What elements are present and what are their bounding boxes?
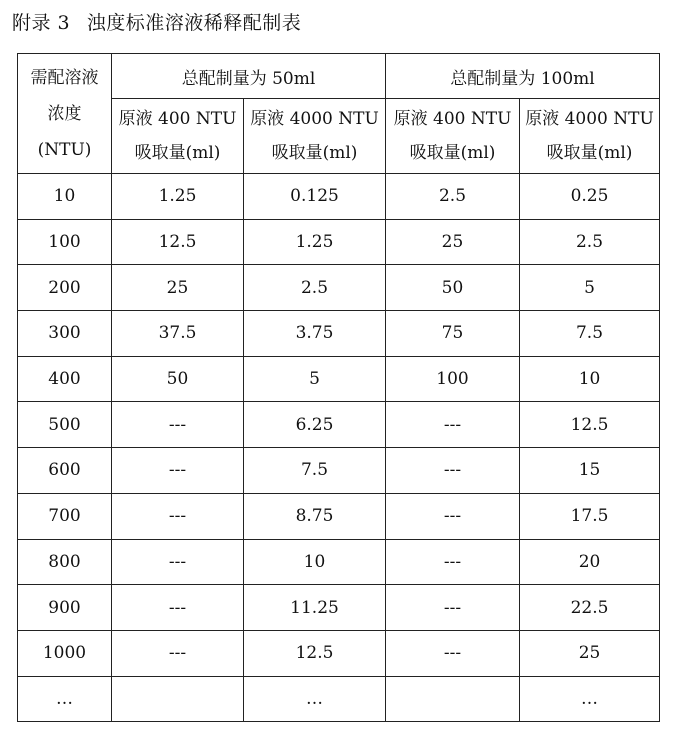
volume-cell: 3.75: [244, 311, 386, 357]
volume-cell: ---: [386, 630, 520, 676]
header-sub-cell: [112, 99, 244, 174]
table-row: [18, 174, 660, 220]
volume-cell: 0.125: [244, 174, 386, 220]
volume-cell: 10: [520, 356, 660, 402]
volume-cell: 17.5: [520, 493, 660, 539]
header-group-100ml: 总配制量为 100ml: [386, 54, 660, 99]
concentration-cell: 10: [18, 174, 112, 220]
document-title: [12, 8, 301, 35]
volume-cell: ---: [386, 448, 520, 494]
volume-cell: 8.75: [244, 493, 386, 539]
header-row-group: [18, 54, 660, 99]
volume-cell: ---: [112, 630, 244, 676]
volume-cell: 5: [520, 265, 660, 311]
table-row: [18, 356, 660, 402]
header-sub-cell: [520, 99, 660, 174]
volume-cell: …: [244, 676, 386, 722]
volume-cell: 25: [520, 630, 660, 676]
volume-cell: 25: [386, 219, 520, 265]
volume-cell: 1.25: [112, 174, 244, 220]
concentration-cell: 400: [18, 356, 112, 402]
volume-cell: 20: [520, 539, 660, 585]
volume-cell: ---: [112, 585, 244, 631]
volume-cell: 2.5: [386, 174, 520, 220]
volume-cell: ---: [386, 585, 520, 631]
table-row: [18, 448, 660, 494]
concentration-cell: 200: [18, 265, 112, 311]
header-concentration-line: 浓度: [47, 103, 82, 124]
volume-cell: ---: [386, 402, 520, 448]
header-concentration-cell: [18, 54, 112, 174]
header-sub-line1: 原液 400 NTU: [118, 109, 237, 129]
volume-cell: 2.5: [244, 265, 386, 311]
table-row: [18, 630, 660, 676]
header-concentration-line: (NTU): [37, 139, 92, 160]
header-sub-cell: [386, 99, 520, 174]
table-row: [18, 219, 660, 265]
volume-cell: [112, 676, 244, 722]
table-row: [18, 676, 660, 722]
header-row-sub: [18, 99, 660, 174]
concentration-cell: 700: [18, 493, 112, 539]
volume-cell: 22.5: [520, 585, 660, 631]
concentration-cell: 1000: [18, 630, 112, 676]
dilution-table: [17, 53, 660, 722]
header-sub-line2: 吸取量(ml): [546, 143, 633, 163]
volume-cell: 50: [386, 265, 520, 311]
volume-cell: ---: [112, 493, 244, 539]
concentration-cell: 800: [18, 539, 112, 585]
volume-cell: …: [520, 676, 660, 722]
appendix-number: 附录 3: [12, 12, 71, 34]
volume-cell: [386, 676, 520, 722]
table-row: [18, 585, 660, 631]
volume-cell: 10: [244, 539, 386, 585]
volume-cell: 0.25: [520, 174, 660, 220]
table-row: [18, 402, 660, 448]
header-sub-cell: [244, 99, 386, 174]
concentration-cell: 900: [18, 585, 112, 631]
table-row: [18, 539, 660, 585]
volume-cell: 12.5: [112, 219, 244, 265]
volume-cell: 7.5: [244, 448, 386, 494]
header-sub-line1: 原液 400 NTU: [393, 109, 512, 129]
volume-cell: 75: [386, 311, 520, 357]
volume-cell: 5: [244, 356, 386, 402]
volume-cell: 12.5: [520, 402, 660, 448]
volume-cell: ---: [386, 493, 520, 539]
volume-cell: 7.5: [520, 311, 660, 357]
header-sub-line2: 吸取量(ml): [409, 143, 496, 163]
volume-cell: ---: [112, 448, 244, 494]
concentration-cell: 300: [18, 311, 112, 357]
volume-cell: 1.25: [244, 219, 386, 265]
header-sub-line2: 吸取量(ml): [134, 143, 221, 163]
table-row: [18, 493, 660, 539]
volume-cell: 50: [112, 356, 244, 402]
volume-cell: 11.25: [244, 585, 386, 631]
volume-cell: ---: [386, 539, 520, 585]
header-sub-line1: 原液 4000 NTU: [250, 109, 379, 129]
concentration-cell: 100: [18, 219, 112, 265]
header-group-50ml: 总配制量为 50ml: [112, 54, 386, 99]
table-title: 浊度标准溶液稀释配制表: [86, 12, 302, 34]
table-row: [18, 265, 660, 311]
table-body: [18, 54, 660, 722]
volume-cell: ---: [112, 539, 244, 585]
volume-cell: 6.25: [244, 402, 386, 448]
volume-cell: ---: [112, 402, 244, 448]
header-concentration-line: 需配溶液: [30, 67, 99, 88]
volume-cell: 2.5: [520, 219, 660, 265]
volume-cell: 12.5: [244, 630, 386, 676]
volume-cell: 25: [112, 265, 244, 311]
table-row: [18, 311, 660, 357]
header-sub-line1: 原液 4000 NTU: [525, 109, 654, 129]
header-sub-line2: 吸取量(ml): [271, 143, 358, 163]
volume-cell: 37.5: [112, 311, 244, 357]
volume-cell: 15: [520, 448, 660, 494]
concentration-cell: 600: [18, 448, 112, 494]
volume-cell: 100: [386, 356, 520, 402]
concentration-cell: 500: [18, 402, 112, 448]
concentration-cell: …: [18, 676, 112, 722]
